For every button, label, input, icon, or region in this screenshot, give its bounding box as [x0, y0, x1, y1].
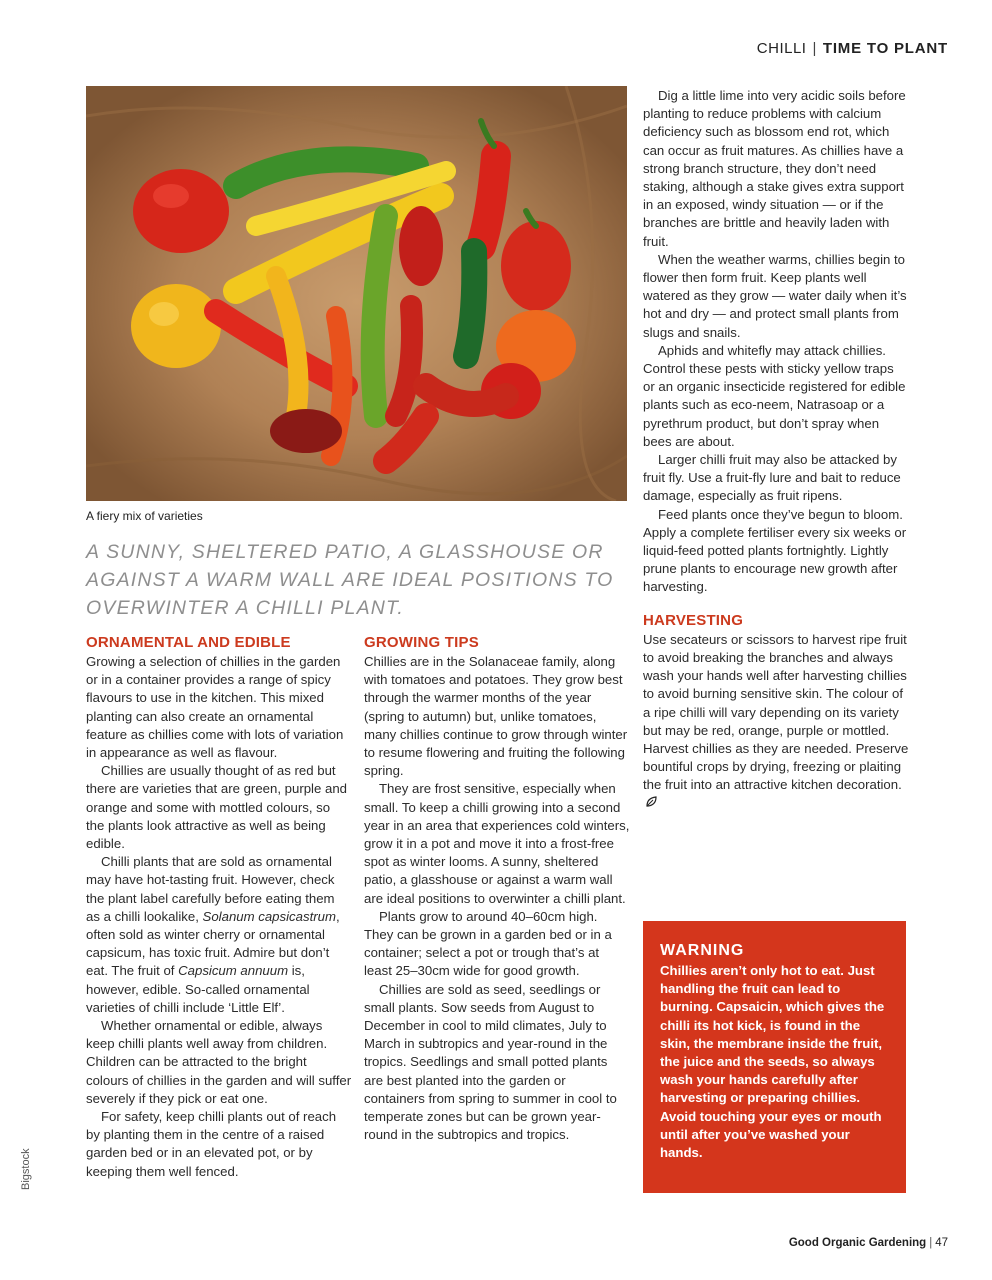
- photo-caption: A fiery mix of varieties: [86, 509, 203, 523]
- paragraph: Dig a little lime into very acidic soils before planting to reduce problems with calcium deficiency such as blossom end rot, which can occur as fruit matures. As chillies have a strong branch structure, they don’t need staking, although a stake gives extra support in an exposed, windy situation — or if the branches are brittle and heavily laden with fruit.: [643, 88, 906, 249]
- warning-box: [643, 921, 906, 1193]
- heading-harvesting: HARVESTING: [643, 611, 744, 629]
- pull-quote: A SUNNY, SHELTERED PATIO, A GLASSHOUSE OR AGAINST A WARM WALL ARE IDEAL POSITIONS TO OVERWINTER A CHILLI PLANT.: [86, 541, 614, 619]
- paragraph: When the weather warms, chillies begin to flower then form fruit. Keep plants well watered as they grow — water daily when it’s hot and dry — and protect small plants from slugs and snails.: [643, 251, 907, 340]
- section-label: CHILLI: [756, 40, 807, 57]
- paragraph: Whether ornamental or edible, always keep chilli plants well away from children. Children can be attracted to the bright colours of chillies in the garden and will suffer severely if they pick or eat one.: [86, 1018, 352, 1106]
- chilli-photo: [86, 86, 627, 501]
- paragraph: [643, 631, 909, 813]
- heading-ornamental: ORNAMENTAL AND EDIBLE: [86, 634, 291, 651]
- paragraph: They are frost sensitive, especially when small. To keep a chilli growing into a second year in an area that experiences cold winters, grow it in a pot and move it into a frost-free spot as winter looms. A sunny, sheltered patio, a glasshouse or against a warm wall are ideal positions to overwinter a chilli plant.: [364, 781, 630, 906]
- paragraph: Plants grow to around 40–60cm high. They can be grown in a garden bed or in a container; select a pot or trough that’s at least 25–30cm wide for good growth.: [364, 908, 612, 979]
- photo-credit: Bigstock: [20, 1148, 32, 1190]
- magazine-name: Good Organic Gardening: [788, 1237, 927, 1249]
- italic-plant-name: Capsicum annuum: [178, 963, 289, 979]
- column-care: [643, 87, 909, 813]
- paragraph: Chillies are usually thought of as red but there are varieties that are green, purple and orange and some with mottled colours, so the plants look attractive as well as being edible.: [86, 763, 347, 852]
- paragraph: Chillies are in the Solanaceae family, along with tomatoes and potatoes. They grow best through the warmer months of the year (spring to autumn) but, unlike tomatoes, many chillies continue to grow through winter to resume flowering and fruiting the following spring.: [364, 654, 628, 779]
- text-span: Use secateurs or scissors to harvest ripe fruit to avoid breaking the branches and always wash your hands well after harvesting chillies to avoid burning sensitive skin. The colour of a ripe chilli will vary depending on its variety but may be red, orange, purple or mottled. Harvest chillies as they are needed. Preserve bountiful crops by drying, freezing or plaiting the fruit into an attractive kitchen decoration.: [643, 631, 909, 793]
- paragraph: Larger chilli fruit may also be attacked by fruit fly. Use a fruit-fly lure and bait to reduce damage, especially as fruit ripens.: [643, 452, 901, 504]
- page-header: [757, 40, 948, 57]
- text-span: is, however, edible. So-called ornamental varieties of chilli include ‘Little Elf’.: [86, 963, 310, 1015]
- paragraph: Aphids and whitefly may attack chillies. Control these pests with sticky yellow traps or an organic insecticide registered for edible plants such as eco-neem, Natrasoap or a pyrethrum product, but don’t spray when bees are about.: [643, 342, 906, 449]
- warning-title: WARNING: [660, 942, 745, 959]
- text-span: , often sold as winter cherry or ornamental capsicum, has toxic fruit. Admire but don’t eat. The fruit of: [86, 908, 340, 979]
- page-footer: [789, 1237, 948, 1249]
- chilli-bowl-image: [86, 86, 627, 501]
- text-span: Chilli plants that are sold as ornamental may have hot-tasting fruit. However, check the plant label carefully before eating them as a chilli lookalike,: [86, 854, 335, 924]
- paragraph: Chillies are sold as seed, seedlings or small plants. Sow seeds from August to December in cool to mild climates, July to March in subtropics and year-round in the tropics. Seedlings and small potted plants are best planted into the garden or containers from spring to summer in cool to temperate zones but can be grown year-round in the subtropics and tropics.: [364, 981, 617, 1143]
- italic-plant-name: Solanum capsicastrum: [202, 908, 336, 924]
- paragraph: Feed plants once they’ve begun to bloom. Apply a complete fertiliser every six weeks or liquid-feed potted plants fortnightly. Lightly prune plants to encourage new growth after harvesting.: [643, 506, 907, 595]
- paragraph: For safety, keep chilli plants out of reach by planting them in the centre of a raised garden bed or in an elevated pot, or by keeping them well fenced.: [86, 1109, 337, 1179]
- section-title: TIME TO PLANT: [822, 40, 948, 57]
- column-ornamental: [86, 633, 352, 1181]
- paragraph: [86, 853, 352, 1017]
- column-growing-tips: [364, 633, 630, 1144]
- warning-body: Chillies aren’t only hot to eat. Just handling the fruit can lead to burning. Capsaicin, which gives the chilli its hot kick, is found in the skin, the membrane inside the fruit, the juice and the seeds, so always wash your hands carefully after harvesting or preparing chillies. Avoid touching your eyes or mouth until after you’ve washed your hands.: [660, 963, 885, 1161]
- photo-credit-wrap: [20, 1148, 62, 1202]
- leaf-end-icon: [645, 795, 658, 813]
- footer-separator: |: [929, 1237, 933, 1249]
- paragraph: Growing a selection of chillies in the garden or in a container provides a range of spicy flavours to use in the kitchen. This mixed planting can also create an ornamental feature as chillies come with lots of variation in appearance as well as flavour.: [86, 654, 344, 761]
- page-number: 47: [935, 1237, 948, 1249]
- header-separator: |: [812, 40, 817, 57]
- heading-growing-tips: GROWING TIPS: [364, 634, 479, 651]
